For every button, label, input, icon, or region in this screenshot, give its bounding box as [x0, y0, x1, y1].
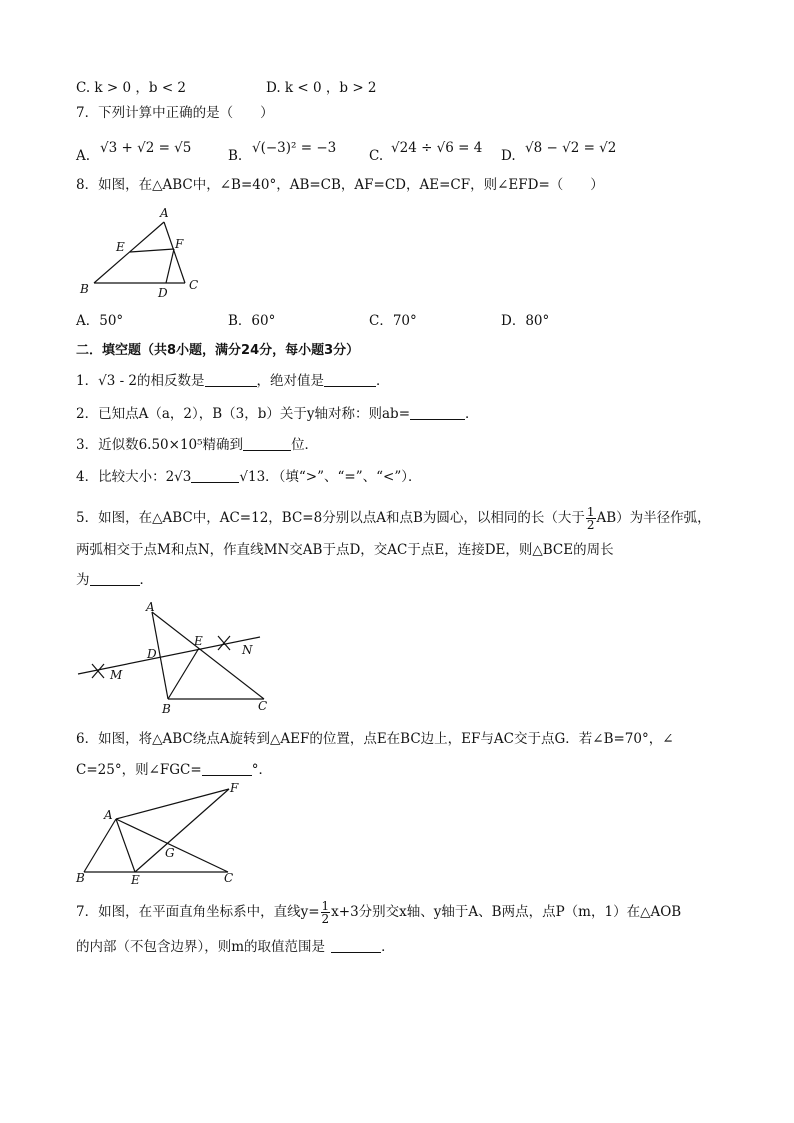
- q5-triangle-figure: [76, 600, 266, 715]
- q4-blank[interactable]: [191, 468, 239, 483]
- q6-text-2: C=25°，则∠FGC=: [76, 762, 202, 778]
- q8-option-c: C．70°: [369, 313, 417, 329]
- q5-frac-den: 2: [586, 518, 595, 532]
- label-e: E: [194, 634, 203, 648]
- q5-end: ．: [139, 572, 153, 588]
- q5-text-1-end: AB）为半径作弧，: [596, 510, 711, 526]
- q1-end: ．: [376, 373, 390, 389]
- fill-question-3: [76, 436, 318, 454]
- fill-question-6-line-1: 6．如图，将△ABC绕点A旋转到△AEF的位置，点E在BC边上，EF与AC交于点G．若∠B=70°，∠: [76, 731, 674, 747]
- q7-frac-num: 1: [321, 899, 330, 913]
- label-f: F: [230, 781, 239, 795]
- q7-blank[interactable]: [331, 938, 381, 953]
- label-e: E: [131, 873, 140, 887]
- option-d: D. k < 0 ，b > 2: [266, 80, 377, 96]
- q4-end: ．（填“>”、“=”、“<”）．: [265, 469, 422, 485]
- fill-question-5-line-1: [76, 506, 711, 531]
- q1-blank-2[interactable]: [324, 372, 376, 387]
- label-a: A: [104, 808, 113, 822]
- label-e: E: [116, 240, 125, 254]
- option-c: C. k > 0 ，b < 2: [76, 80, 187, 96]
- q1-number: 1．: [76, 373, 99, 389]
- label-m: M: [110, 668, 123, 682]
- fill-question-5-line-2: 两弧相交于点M和点N，作直线MN交AB于点D，交AC于点E，连接DE，则△BCE的周长: [76, 542, 614, 558]
- q5-frac-num: 1: [586, 505, 595, 519]
- fill-question-4: [76, 468, 422, 486]
- q6-end: °．: [251, 762, 272, 778]
- q7-option-a-expr: √3 + √2 = √5: [100, 140, 192, 156]
- q8-option-b: B．60°: [228, 313, 276, 329]
- q7-frac-den: 2: [321, 912, 330, 926]
- q7-text-2: 的内部（不包含边界），则m的取值范围是: [76, 939, 326, 955]
- q8-triangle-figure: [76, 205, 206, 300]
- label-f: F: [175, 237, 184, 251]
- label-c: C: [224, 871, 234, 885]
- q6-triangle-figure: [76, 782, 256, 886]
- q2-end: ．: [465, 406, 479, 422]
- q8-option-d: D．80°: [501, 313, 550, 329]
- label-b: B: [162, 702, 171, 716]
- q1-text-b: ，绝对值是: [256, 373, 325, 389]
- label-g: G: [165, 846, 175, 860]
- q7-option-d-label: D.: [501, 148, 516, 164]
- q3-blank[interactable]: [243, 436, 291, 451]
- q7-option-c-expr: √24 ÷ √6 = 4: [391, 140, 483, 156]
- fill-question-5-line-3: [76, 571, 153, 589]
- fill-question-7-line-2: [76, 938, 395, 956]
- label-a: A: [146, 600, 155, 614]
- q3-end: 位．: [291, 437, 319, 453]
- label-b: B: [76, 871, 85, 885]
- label-d: D: [147, 647, 157, 661]
- label-a: A: [160, 206, 169, 220]
- q5-text-3: 为: [76, 572, 90, 588]
- label-b: B: [80, 282, 89, 296]
- q4-text: 4．比较大小：2√3: [76, 469, 192, 485]
- q6-blank[interactable]: [202, 761, 252, 776]
- question-7-stem: 7．下列计算中正确的是（ ）: [76, 105, 274, 121]
- q7-text-pre: 7．如图，在平面直角坐标系中，直线y=: [76, 904, 320, 920]
- q7-option-b-expr: √(−3)² = −3: [252, 140, 337, 156]
- q1-expression: √3 - 2: [98, 373, 138, 389]
- q1-blank-1[interactable]: [205, 372, 257, 387]
- q4-sqrt13: √13: [239, 469, 266, 485]
- q7-option-c-label: C.: [369, 148, 384, 164]
- q3-text: 3．近似数6.50×10⁵精确到: [76, 437, 244, 453]
- q7-fraction: [321, 900, 331, 925]
- label-c: C: [189, 278, 199, 292]
- q7-option-b-label: B.: [228, 148, 243, 164]
- q2-text: 2．已知点A（a，2），B（3，b）关于y轴对称：则ab=: [76, 406, 411, 422]
- q7-text-post: x+3分别交x轴、y轴于A、B两点，点P（m，1）在△AOB: [331, 904, 682, 920]
- q1-text-a: 的相反数是: [137, 373, 205, 389]
- q5-fraction: [586, 506, 596, 531]
- fill-question-7-line-1: [76, 900, 681, 925]
- q5-blank[interactable]: [90, 571, 140, 586]
- q7-option-a-label: A.: [76, 148, 91, 164]
- label-d: D: [158, 286, 168, 300]
- fill-question-1: [76, 372, 390, 390]
- q2-blank[interactable]: [410, 405, 465, 420]
- q7-option-d-expr: √8 − √2 = √2: [525, 140, 617, 156]
- question-8-stem: 8．如图，在△ABC中，∠B=40°，AB=CB，AF=CD，AE=CF，则∠EFD=（ ）: [76, 177, 604, 193]
- q7-end: ．: [381, 939, 395, 955]
- section-2-title: 二．填空题（共8小题，满分24分，每小题3分）: [76, 343, 360, 358]
- fill-question-2: [76, 405, 479, 423]
- fill-question-6-line-2: [76, 761, 272, 779]
- label-n: N: [242, 643, 253, 657]
- q8-option-a: A．50°: [76, 313, 124, 329]
- q5-text-1: 5．如图，在△ABC中，AC=12，BC=8分别以点A和点B为圆心，以相同的长（大于: [76, 510, 585, 526]
- label-c: C: [258, 699, 268, 713]
